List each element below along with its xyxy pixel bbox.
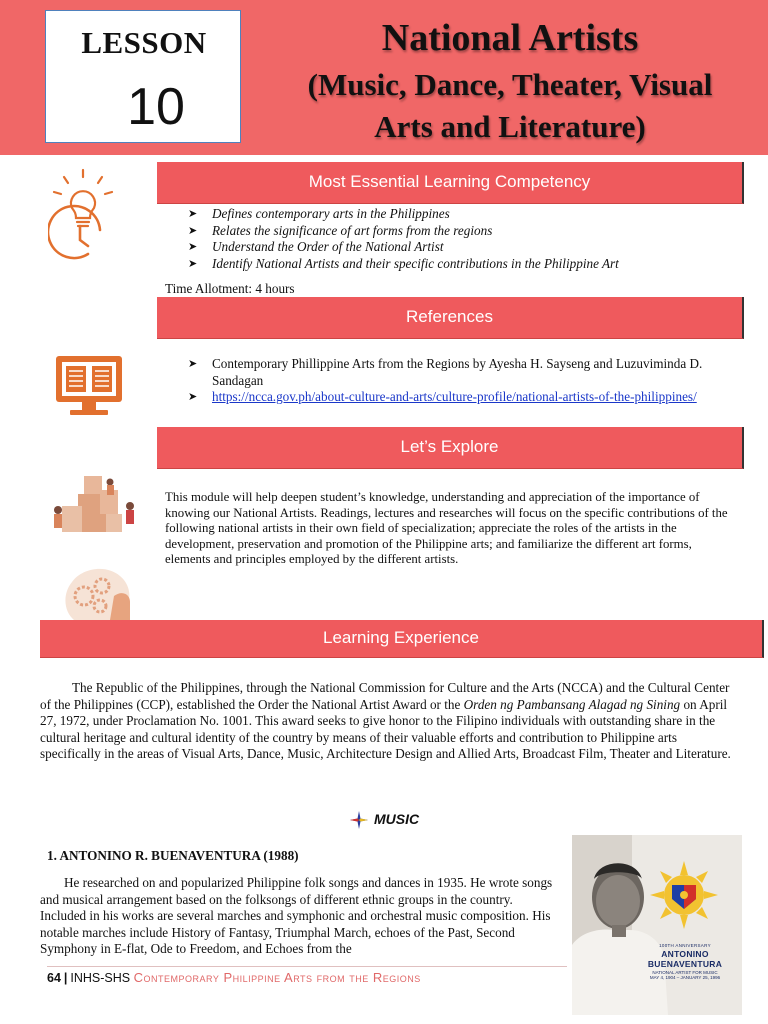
page-footer xyxy=(47,966,567,985)
arrow-bullet-icon: ➤ xyxy=(188,240,198,253)
list-item xyxy=(188,389,748,406)
lesson-label: LESSON xyxy=(81,25,207,60)
references-list xyxy=(188,356,748,406)
references-header-bar xyxy=(157,297,744,339)
list-item: ➤ Contemporary Phillippine Arts from the Regions by Ayesha H. Sayseng and Luzuviminda D. Sandagan xyxy=(188,356,703,388)
explore-heading: Let’s Explore xyxy=(400,437,499,456)
brain-gears-icon xyxy=(60,560,140,624)
sparkle-star-icon xyxy=(350,811,368,829)
arrow-bullet-icon: ➤ xyxy=(188,223,198,237)
online-book-icon xyxy=(52,352,126,420)
list-item: ➤ Relates the significance of art forms from the regions xyxy=(188,222,493,238)
footer-separator: | xyxy=(63,971,68,985)
learning-paragraph-part1: The Republic of the Philippines, through the National Commission for Culture and the Arts (NCCA) and the Cultural Center of the Philippines (CCP), established the Order the National Artist Award or the xyxy=(40,680,730,712)
competency-heading: Most Essential Learning Competency xyxy=(308,172,591,191)
photo-caption xyxy=(632,943,738,980)
arrow-bullet-icon: ➤ xyxy=(188,390,198,403)
artist-portrait-image xyxy=(572,835,742,1015)
learning-header-bar xyxy=(40,620,764,658)
page-number: 64 xyxy=(47,971,61,985)
list-item: ➤ Defines contemporary arts in the Philippines xyxy=(188,206,450,221)
explore-header-bar xyxy=(157,427,744,469)
artist-paragraph: He researched on and popularized Philippine folk songs and dances in 1935. He wrote songs and musical arrangement based on the folksongs of different ethnic groups in the country. Included in his works are several marches and symphonic and orchestral music composition. His notable marches include History of Fantasy, Triumphal March, echoes of the Past, Second Symphony in E-flat, Ode to Freedom, and Echoes from the xyxy=(40,875,553,956)
artist-title: 1. ANTONINO R. BUENAVENTURA (1988) xyxy=(47,848,299,863)
learning-paragraph-italic: Orden ng Pambansang Alagad ng Sining xyxy=(463,696,681,712)
footer-school: INHS-SHS xyxy=(70,971,131,985)
page-subtitle xyxy=(260,64,760,148)
competency-header-bar xyxy=(157,162,744,204)
subtitle-line-1: (Music, Dance, Theater, Visual xyxy=(307,67,713,102)
explore-paragraph: This module will help deepen student’s knowledge, understanding and appreciation of the importance of knowing our National Artists. Readings, lectures and researches will focus on the specific contributions of the following national artists in their own field of specialization; appreciate the roles of the artists in the development, preservation and promotion of the Philippine arts; and familiarize the different art forms, elements and principles employed by the different artists. xyxy=(165,490,728,566)
learning-paragraph-part2: on April 27, 1972, under Proclamation No. 1001. This award seeks to give honor to the Filipino individuals with outstanding share in the cultural heritage and cultural identity of the country by means of their valuable efforts and contribution to Philippine arts specifically in the areas of Visual Arts, Dance, Music, Architecture Design and Allied Arts, Broadcast Film, Theater and Literature. xyxy=(40,696,731,761)
learning-paragraph xyxy=(40,680,732,763)
list-item: ➤ Understand the Order of the National Artist xyxy=(188,239,444,254)
arrow-bullet-icon: ➤ xyxy=(188,256,198,270)
photo-caption-role: NATIONAL ARTIST FOR MUSIC xyxy=(652,970,718,975)
competency-list xyxy=(188,206,748,272)
lightbulb-icon xyxy=(48,168,118,268)
references-heading: References xyxy=(406,307,493,326)
list-item: ➤ Identify National Artists and their specific contributions in the Philippine Art xyxy=(188,255,619,271)
lesson-box xyxy=(45,10,241,143)
lesson-number: 10 xyxy=(127,78,185,136)
time-allotment: Time Allotment: 4 hours xyxy=(165,281,295,296)
footer-course: Contemporary Philippine Arts from the Regions xyxy=(133,970,421,985)
building-blocks-icon xyxy=(48,470,138,534)
music-heading: MUSIC xyxy=(374,811,420,827)
ncca-link[interactable]: https://ncca.gov.ph/about-culture-and-arts/culture-profile/national-artists-of-the-philippines/ xyxy=(212,389,697,404)
photo-caption-anniversary: 100TH ANNIVERSARY xyxy=(659,943,711,948)
page-title: National Artists xyxy=(381,17,639,59)
photo-caption-dates: MAY 4, 1904 – JANUARY 25, 1996 xyxy=(649,975,721,980)
arrow-bullet-icon: ➤ xyxy=(188,357,198,370)
subtitle-line-2: Arts and Literature) xyxy=(374,109,646,144)
learning-heading: Learning Experience xyxy=(323,628,479,647)
arrow-bullet-icon: ➤ xyxy=(188,207,198,220)
photo-caption-name: ANTONINO BUENAVENTURA xyxy=(647,949,723,969)
artist-photo xyxy=(572,835,742,1015)
